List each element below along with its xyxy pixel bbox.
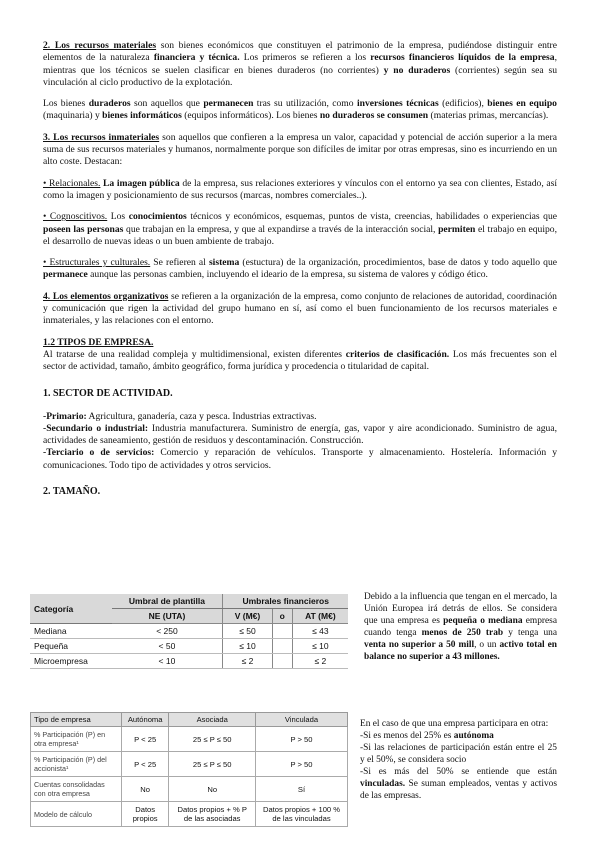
heading-recursos-inmateriales: 3. Los recursos inmateriales (43, 131, 160, 143)
item-secundario: -Secundario o industrial: Industria manufacturera. Suministro de energía, gas, vapor y aire acondicionado. Suministro de agua, actividades de saneamiento, gestión de residuos y descontaminación. Construcción. (43, 422, 557, 447)
header-ne: NE (UTA) (112, 609, 223, 624)
label-relacionales: • Relacionales. (43, 177, 101, 189)
document-body (43, 40, 557, 497)
paragraph-estructurales: • Estructurales y culturales. Se refieren al sistema (estuctura) de la organización, procedimientos, base de datos y todo aquello que permanece aunque las personas cambien, incluyendo el ideario de la empresa, su sistema de valores y código ético. (43, 257, 558, 281)
paragraph-tipos-de-empresa: Al tratarse de una realidad compleja y multidimensional, existen diferentes criterios de clasificación. Los más frecuentes son el sector de actividad, tamaño, ámbito geográfico, forma jurídica y procedencia o titularidad de capital. (43, 348, 557, 373)
header-categoria: Categoría (30, 594, 112, 624)
item-vinculadas: -Si es más del 50% se entiende que están vinculadas. Se suman empleados, ventas y activos de las empresas. (360, 767, 557, 801)
paragraph-elementos-organizativos: 4. Los elementos organizativos se refieren a la organización de la empresa, como conjunto de relaciones de autoridad, coordinación y comunicación que rigen la actividad del grupo humano en sí, así como el buen funcionamiento de los recursos materiales e inmateriales, y las relaciones con el entorno. (43, 290, 557, 327)
heading-tamano: 2. TAMAÑO. (43, 486, 101, 498)
paragraph-recursos-materiales: 2. Los recursos materiales son bienes económicos que constituyen el patrimonio de la empresa, pudiéndose distinguir entre elementos de la naturaleza financiera y técnica. Los primeros se refieren a los recursos financieros líquidos de la empresa, mientras que los técnicos se suelen clasificar en bienes duraderos (no corrientes) y no duraderos (corrientes) según sea su vinculación al ciclo productivo de la explotación. (43, 40, 557, 88)
paragraph-recursos-inmateriales: 3. Los recursos inmateriales son aquellos que confieren a la empresa un valor, capacidad y potencial de acción superior a la mera suma de sus recursos materiales y humanos, normalmente porque son difíciles de imitar por otras empresas, sino es incurriendo en un alto coste. Destacan: (43, 131, 557, 168)
paragraph-bienes-duraderos: Los bienes duraderos son aquellos que permanecen tras su utilización, como inversiones técnicas (edificios), bienes en equipo (maquinaria) y bienes informáticos (equipos informáticos). Los bienes no duraderos se consumen (materias primas, mercancías). (43, 98, 557, 122)
header-o: o (272, 609, 292, 624)
header-umbrales-financieros: Umbrales financieros (223, 594, 348, 609)
item-primario: -Primario: Agricultura, ganadería, caza y pesca. Industrias extractivas. (43, 410, 317, 422)
heading-recursos-materiales: 2. Los recursos materiales (43, 40, 157, 51)
paragraph-relacionales: • Relacionales. La imagen pública de la empresa, sus relaciones exteriores y vínculos con el entorno ya sea con clientes, Estado, así como la imagen y posicionamiento de sus recursos (marcas, nombres comerciales..). (43, 177, 558, 201)
heading-sector-actividad: 1. SECTOR DE ACTIVIDAD. (43, 387, 173, 399)
table-row: Pequeña < 50 ≤ 10 ≤ 10 (30, 639, 348, 654)
table-row: Cuentas consolidadas con otra empresa No No Sí (31, 777, 348, 802)
text-criterio-pyme: Debido a la influencia que tengan en el mercado, la Unión Europea irá detrás de ellos. Se considera que una empresa es pequeña o mediana empresa cuando tenga menos de 250 trab y tenga una venta no superior a 50 mill, o un activo total en balance no superior a 43 millones. (364, 592, 557, 662)
item-terciario: -Terciario o de servicios: Comercio y reparación de vehículos. Transporte y almacenamiento. Hostelería. Información y comunicaciones. Todo tipo de actividades y otros servicios. (43, 447, 557, 471)
label-cognoscitivos: • Cognoscitivos. (43, 211, 108, 223)
item-socio: -Si las relaciones de participación están entre el 25 y el 50%, se considera socio (360, 743, 557, 765)
table-tipo-empresa: Tipo de empresa Autónoma Asociada Vinculada % Participación (P) en otra empresa¹ P < 25 25 ≤ P ≤ 50 P > 50 % Participación (P) del accionista¹ P < 25 25 ≤ P ≤ 50 P > 50 Cuentas consolidadas con otra empresa No No Sí Modelo de cálculo Datos propios Datos propios + % P de las asociadas Datos propios + 100 % de las vinculadas (30, 712, 348, 827)
paragraph-cognoscitivos: • Cognoscitivos. Los conocimientos técnicos y económicos, esquemas, puntos de vista, creencias, habilidades o experiencias que poseen las personas que trabajan en la empresa, y que al expandirse a través de la interacción social, permiten el trabajo en equipo, el desarrollo de nuevas ideas o un buen ambiente de trabajo. (43, 211, 558, 247)
table-categorias-tamano (30, 594, 348, 669)
label-estructurales: • Estructurales y culturales. (43, 257, 151, 269)
table-row: % Participación (P) en otra empresa¹ P < 25 25 ≤ P ≤ 50 P > 50 (31, 727, 348, 752)
table-row: Microempresa < 10 ≤ 2 ≤ 2 (30, 654, 348, 669)
table-row: % Participación (P) del accionista¹ P < 25 25 ≤ P ≤ 50 P > 50 (31, 752, 348, 777)
header-umbral-plantilla: Umbral de plantilla (112, 594, 223, 609)
text-participacion: En el caso de que una empresa participara en otra: -Si es menos del 25% es autónoma -Si las relaciones de participación están entre el 25 y el 50%, se considera socio -Si es más del 50% se entiende que están vinculadas. Se suman empleados, ventas y activos de las empresas. (360, 719, 557, 801)
heading-elementos-organizativos: 4. Los elementos organizativos (43, 290, 169, 302)
table-row: Mediana < 250 ≤ 50 ≤ 43 (30, 624, 348, 639)
header-at: AT (M€) (292, 609, 348, 624)
header-v: V (M€) (223, 609, 272, 624)
heading-tipos-de-empresa: 1.2 TIPOS DE EMPRESA. (43, 336, 154, 348)
table-row: Modelo de cálculo Datos propios Datos propios + % P de las asociadas Datos propios + 100 % de las vinculadas (31, 802, 348, 827)
item-autonoma: -Si es menos del 25% es autónoma (360, 731, 494, 741)
